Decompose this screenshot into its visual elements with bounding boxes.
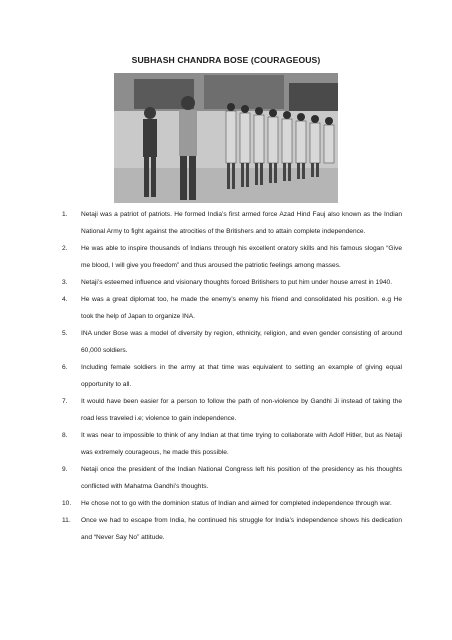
list-item-text: Once we had to escape from India, he continued his struggle for India’s independence shows his dedication and “Never Say No” attitude. [81,517,402,541]
list-item-number: 1. [62,211,68,218]
list-item-number: 6. [62,364,68,371]
list-item [62,461,402,495]
list-item [62,206,402,240]
page-title: SUBHASH CHANDRA BOSE (COURAGEOUS) [131,55,321,65]
list-item-text: He chose not to go with the dominion status of Indian and aimed for completed independence through war. [81,500,392,507]
list-item-text: Netaji’s esteemed influence and visionary thoughts forced Britishers to put him under house arrest in 1940. [81,279,393,286]
list-item [62,393,402,427]
list-item-text: Including female soldiers in the army at that time was equivalent to setting an example of giving equal opportunity to all. [81,364,402,388]
list-item-number: 10. [62,500,72,507]
list-item-number: 9. [62,466,68,473]
list-item-number: 8. [62,432,68,439]
list-item [62,359,402,393]
list-item-text: He was able to inspire thousands of Indians through his excellent oratory skills and his famous slogan “Give me blood, I will give you freedom” and thus aroused the patriotic feelings among masses. [81,245,402,269]
list-item-number: 2. [62,245,68,252]
list-item-text: It would have been easier for a person to follow the path of non-violence by Gandhi Ji instead of taking the road less traveled i.e; violence to gain independence. [81,398,402,422]
list-item-text: He was a great diplomat too, he made the enemy’s enemy his friend and consolidated his position. e.g He took the help of Japan to organize INA. [81,296,402,320]
list-item-text: It was near to impossible to think of any Indian at that time trying to collaborate with Adolf Hitler, but as Netaji was extremely courageous, he made this possible. [81,432,402,456]
list-item-number: 4. [62,296,68,303]
list-item [62,240,402,274]
list-item-number: 5. [62,330,68,337]
list-item-number: 3. [62,279,68,286]
list-item [62,274,402,291]
list-item-text: Netaji once the president of the Indian National Congress left his position of the presidency as his thoughts conflicted with Mahatma Gandhi’s thoughts. [81,466,402,490]
points-list [62,206,402,546]
list-item [62,291,402,325]
list-item [62,325,402,359]
list-item-number: 7. [62,398,68,405]
list-item [62,495,402,512]
list-item-text: INA under Bose was a model of diversity by region, ethnicity, religion, and even gender consisting of around 60,000 soldiers. [81,330,402,354]
list-item [62,512,402,546]
list-item-text: Netaji was a patriot of patriots. He formed India’s first armed force Azad Hind Fauj also known as the Indian National Army to fight against the atrocities of the Britishers and to attain complete independence. [81,211,402,235]
troops-photo [114,73,338,203]
list-item-number: 11. [62,517,71,524]
list-item [62,427,402,461]
